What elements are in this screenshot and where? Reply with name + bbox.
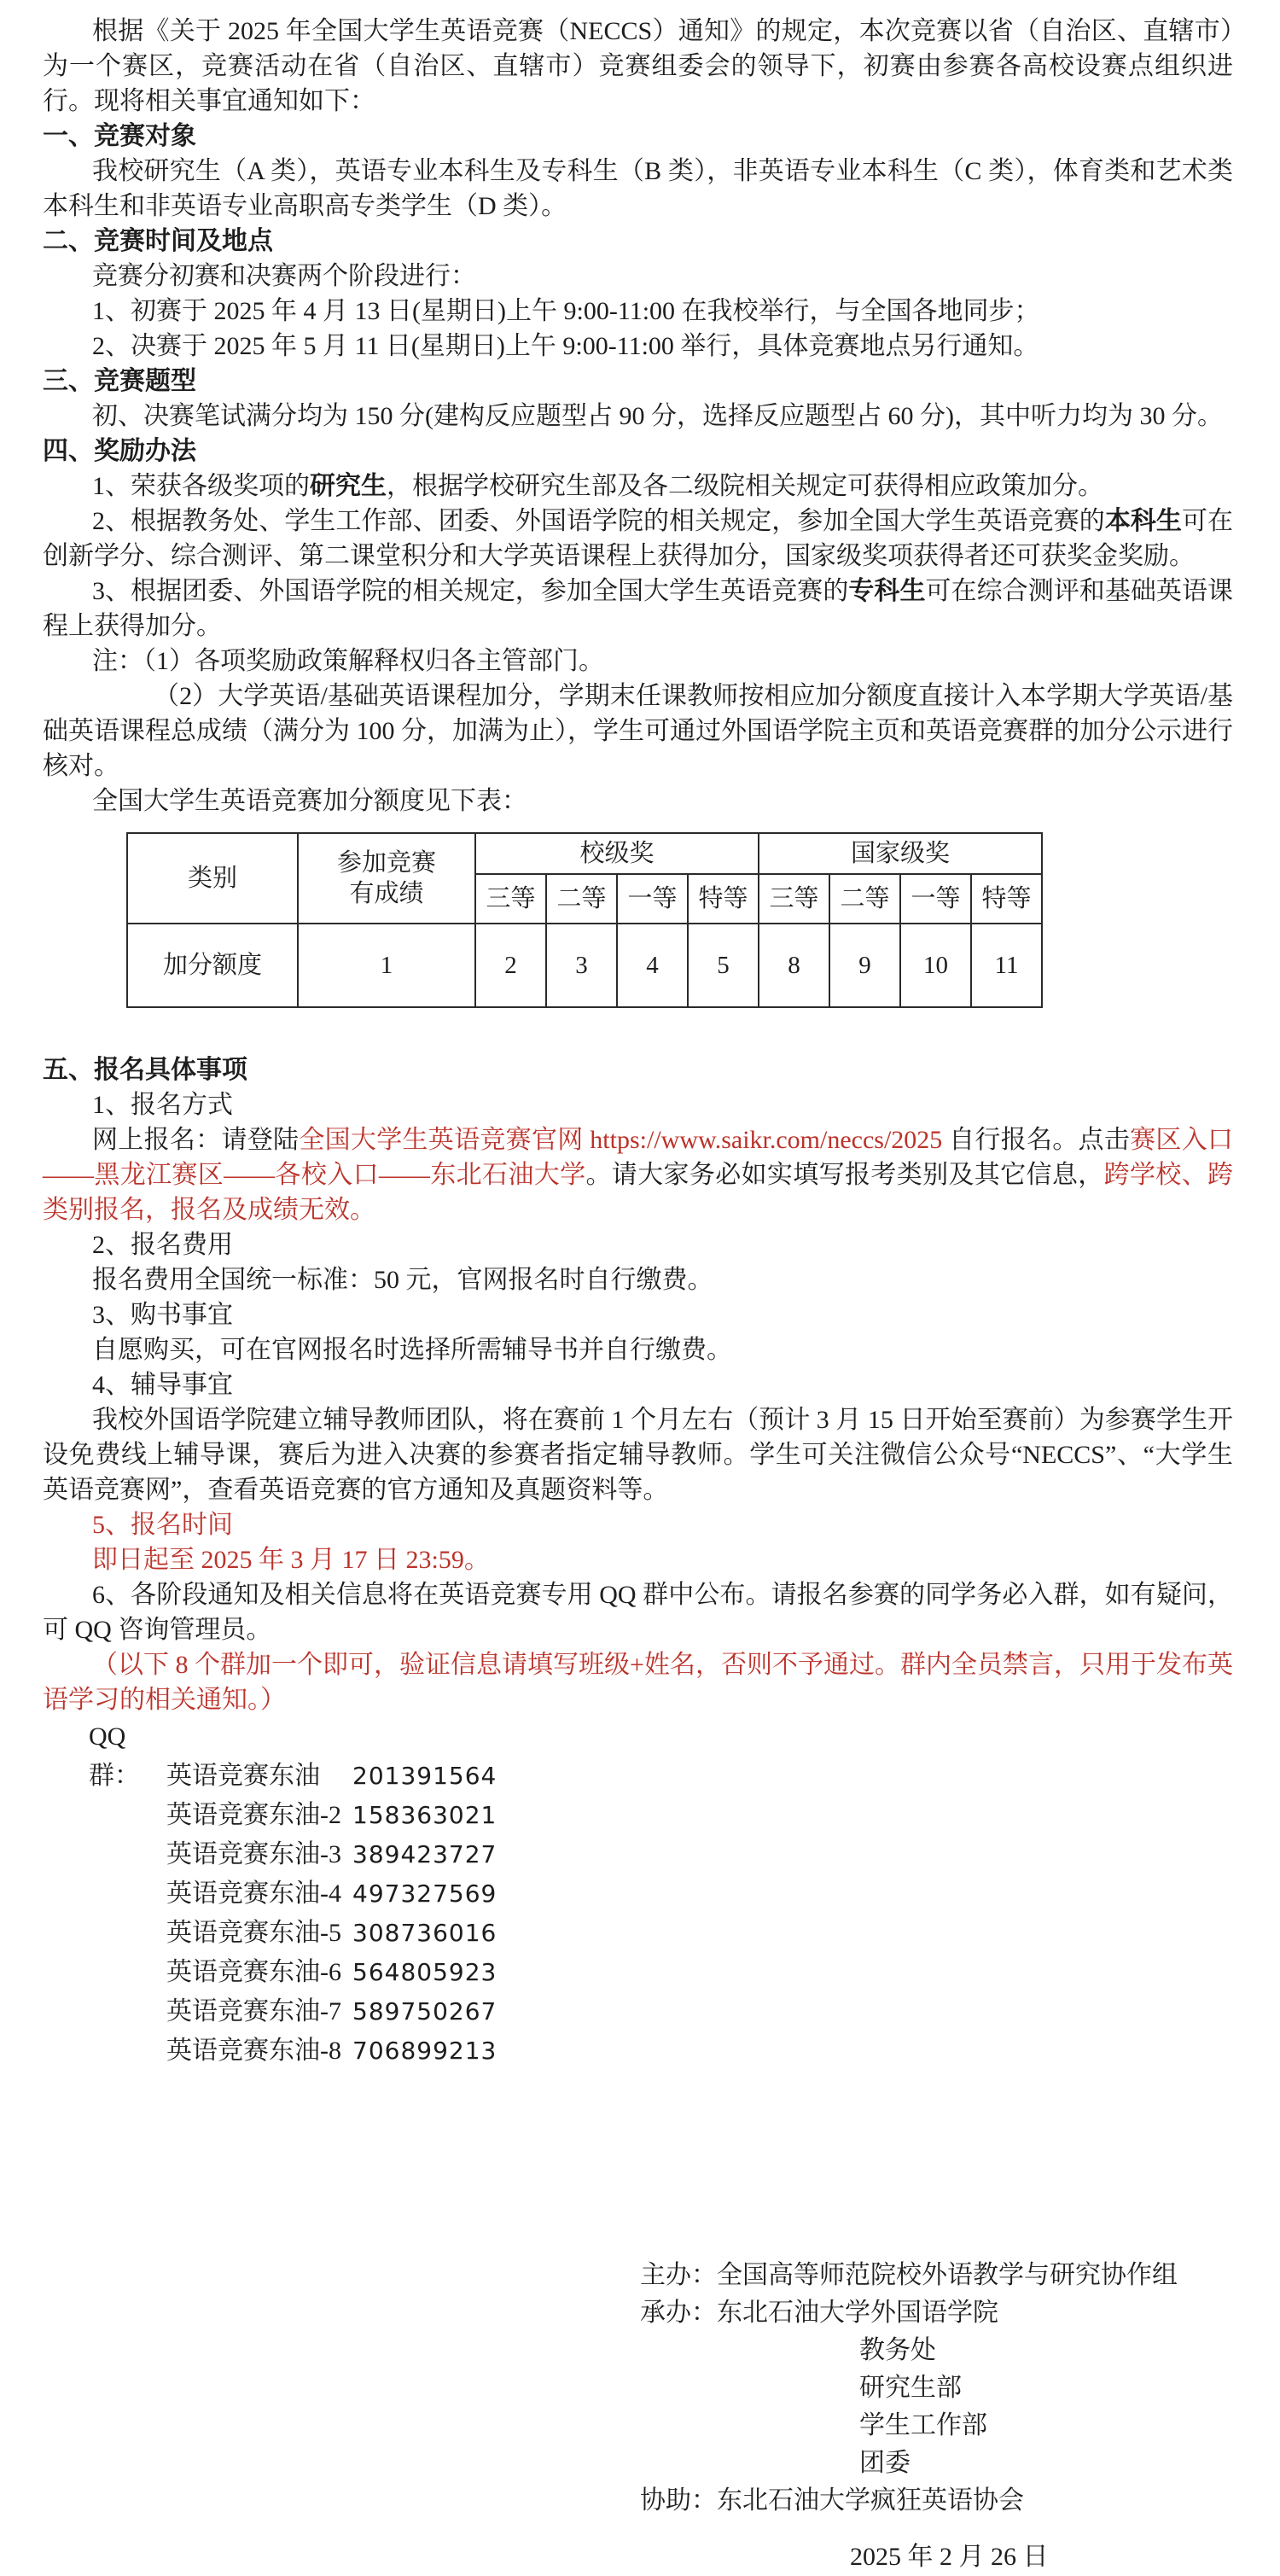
- qq-note-paragraph: [43, 1647, 1233, 1717]
- paragraph: [43, 504, 1233, 574]
- text-run: ，根据学校研究生部及各二级院相关规定可获得相应政策加分。: [387, 472, 1103, 500]
- text-run: 2、决赛于 2025 年 5 月 11 日(星期日)上午 9:00-11:00 举行，具体竞赛地点另行通知。: [92, 332, 1039, 360]
- text-run: 1、荣获各级奖项的: [92, 472, 310, 500]
- text-run: 2、报名费用: [92, 1231, 233, 1259]
- organizer-line-assist: [43, 2482, 1233, 2520]
- table-header-grade: 二等: [829, 874, 900, 924]
- document-date: 2025 年 2 月 26 日: [850, 2543, 1049, 2571]
- qq-group-number: 308736016: [352, 1919, 497, 1947]
- section-heading: [43, 119, 1233, 154]
- date-line: [43, 2538, 1233, 2576]
- qq-group-number: 564805923: [352, 1958, 497, 1986]
- qq-group-row: [43, 1914, 1233, 1953]
- paragraph: [43, 259, 1233, 294]
- text-run: 五、报名具体事项: [43, 1056, 247, 1084]
- paragraph: [43, 1402, 1233, 1507]
- text-run: （2）大学英语/基础英语课程加分，学期末任课教师按相应加分额度直接计入本学期大学英语/基础英语课程总成绩（满分为 100 分，加满为止），学生可通过外国语学院主页和英语竞赛群的加分公示进行核对。: [43, 682, 1233, 780]
- qq-group-row: [43, 1874, 1233, 1914]
- organizer-label: 主办：: [640, 2261, 717, 2289]
- organizer-value: 全国高等师范院校外语教学与研究协作组: [717, 2261, 1178, 2289]
- table-cell-national: 11: [971, 924, 1042, 1007]
- paragraph: [43, 329, 1233, 364]
- text-run: 三、竞赛题型: [43, 367, 196, 395]
- paragraph: [43, 1087, 1233, 1122]
- text-run: 报名费用全国统一标准：50 元，官网报名时自行缴费。: [92, 1266, 713, 1294]
- text-run: 2、根据教务处、学生工作部、团委、外国语学院的相关规定，参加全国大学生英语竞赛的: [92, 507, 1105, 535]
- organizers: [43, 2257, 1233, 2520]
- text-run: 全国大学生英语竞赛官网 https://www.saikr.com/neccs/2025: [299, 1126, 943, 1154]
- qq-group-name: 英语竞赛东油-7: [166, 1997, 341, 2025]
- text-run: 1、报名方式: [92, 1091, 233, 1119]
- qq-group-name: 英语竞赛东油-3: [166, 1840, 341, 1868]
- table-header-grade: 二等: [546, 874, 617, 924]
- text-run: 赛区入口——黑龙江赛区——各校入口——东北石油大学: [43, 1126, 1234, 1189]
- table-header-grade: 一等: [900, 874, 971, 924]
- table-row-label: 加分额度: [127, 924, 298, 1007]
- table-cell-school: 2: [475, 924, 546, 1007]
- document-body: [43, 14, 1233, 2576]
- organizer-department-line: [43, 2407, 1233, 2445]
- text-run: 四、奖励办法: [43, 437, 196, 465]
- organizer-department-line: [43, 2369, 1233, 2407]
- paragraph: [43, 1507, 1233, 1542]
- table-header-grade: 特等: [971, 874, 1042, 924]
- table-header-participation: [298, 833, 475, 924]
- paragraph: [43, 574, 1233, 644]
- text-run: 自行报名。点击: [942, 1126, 1131, 1154]
- qq-group-number: 158363021: [352, 1801, 497, 1829]
- text-run: 即日起至 2025 年 3 月 17 日 23:59。: [92, 1546, 490, 1574]
- text-run: 二、竞赛时间及地点: [43, 227, 273, 255]
- organizer-line-host: [43, 2257, 1233, 2294]
- qq-group-row: [43, 1717, 1233, 1796]
- organizer-label: 承办：: [640, 2299, 717, 2327]
- qq-group-row: [43, 1796, 1233, 1835]
- text-run: 竞赛分初赛和决赛两个阶段进行：: [92, 262, 476, 290]
- table-cell-national: 9: [829, 924, 900, 1007]
- qq-group-name: 英语竞赛东油-6: [166, 1958, 341, 1986]
- text-run: 全国大学生英语竞赛加分额度见下表：: [92, 787, 527, 815]
- text-run: 研究生: [310, 472, 387, 500]
- table-cell-school: 5: [688, 924, 759, 1007]
- paragraph: [43, 1367, 1233, 1402]
- note-paragraph: [43, 644, 1233, 679]
- text-run: 一、竞赛对象: [43, 122, 196, 150]
- text-run: 4、辅导事宜: [92, 1371, 233, 1399]
- bonus-table: [126, 832, 1043, 1008]
- text-run: 我校研究生（A 类），英语专业本科生及专科生（B 类），非英语专业本科生（C 类），体育类和艺术类本科生和非英语专业高职高专类学生（D 类）。: [43, 157, 1233, 220]
- text-run: 6、各阶段通知及相关信息将在英语竞赛专用 QQ 群中公布。请报名参赛的同学务必入群，如有疑问，可 QQ 咨询管理员。: [43, 1581, 1233, 1644]
- qq-group-name: 英语竞赛东油-2: [166, 1801, 341, 1829]
- text-run: 根据《关于 2025 年全国大学生英语竞赛（NECCS）通知》的规定，本次竞赛以省（自治区、直辖市）为一个赛区，竞赛活动在省（自治区、直辖市）竞赛组委会的领导下，初赛由参赛各高校设赛点组织进行。现将相关事宜通知如下：: [43, 17, 1233, 115]
- table-data-row: [127, 924, 1042, 1007]
- text-run: （以下 8 个群加一个即可，验证信息请填写班级+姓名，否则不予通过。群内全员禁言，只用于发布英语学习的相关通知。）: [43, 1651, 1233, 1714]
- organizer-department-line: [43, 2332, 1233, 2369]
- qq-group-number: 201391564: [352, 1762, 497, 1790]
- table-header-school-award: 校级奖: [475, 833, 759, 874]
- text-run: 注：（1）各项奖励政策解释权归各主管部门。: [92, 647, 604, 675]
- deadline-paragraph: [43, 1542, 1233, 1577]
- qq-group-row: [43, 2031, 1233, 2071]
- spacer: [43, 2071, 1233, 2257]
- qq-group-number: 389423727: [352, 1840, 497, 1868]
- paragraph: [43, 399, 1233, 434]
- qq-group-name: 英语竞赛东油: [166, 1762, 320, 1790]
- text-run: 专科生: [848, 577, 926, 605]
- qq-group-number: 589750267: [352, 1997, 497, 2025]
- organizer-label: 协助：: [640, 2486, 717, 2515]
- organizer-department: 学生工作部: [859, 2411, 987, 2439]
- text-run: 3、购书事宜: [92, 1301, 233, 1329]
- qq-group-number: 497327569: [352, 1880, 497, 1908]
- text-run: 1、初赛于 2025 年 4 月 13 日(星期日)上午 9:00-11:00 在我校举行，与全国各地同步；: [92, 297, 1040, 325]
- section-heading: [43, 434, 1233, 469]
- table-header-participation-line: 参加竞赛: [336, 849, 436, 877]
- organizer-department: 教务处: [859, 2336, 936, 2364]
- table-header-national-award: 国家级奖: [759, 833, 1042, 874]
- intro-paragraph: [43, 14, 1233, 119]
- text-run: 自愿购买，可在官网报名时选择所需辅导书并自行缴费。: [92, 1336, 732, 1364]
- paragraph: [43, 294, 1233, 329]
- text-run: 我校外国语学院建立辅导教师团队，将在赛前 1 个月左右（预计 3 月 15 日开始至赛前）为参赛学生开设免费线上辅导课，赛后为进入决赛的参赛者指定辅导教师。学生可关注微信公众号“NECCS”、“大学生英语竞赛网”，查看英语竞赛的官方通知及真题资料等。: [43, 1406, 1233, 1504]
- qq-group-list: [43, 1717, 1233, 2071]
- table-cell-school: 4: [617, 924, 688, 1007]
- qq-group-number: 706899213: [352, 2037, 497, 2065]
- text-run: 可在创新学分、综合测评、第二课堂积分和大学英语课程上获得加分，国家级奖项获得者还可获奖金奖励。: [43, 507, 1234, 570]
- qq-group-name: 英语竞赛东油-5: [166, 1919, 341, 1947]
- table-cell-national: 8: [759, 924, 829, 1007]
- qq-group-row: [43, 1992, 1233, 2031]
- table-cell-participation: 1: [298, 924, 475, 1007]
- qq-group-name: 英语竞赛东油-4: [166, 1880, 341, 1908]
- paragraph: [43, 784, 1233, 819]
- text-run: 本科生: [1104, 507, 1182, 535]
- qq-group-name: 英语竞赛东油-8: [166, 2037, 341, 2065]
- paragraph: [43, 1262, 1233, 1297]
- organizer-department: 团委: [859, 2449, 911, 2477]
- section-heading: [43, 364, 1233, 399]
- paragraph: [43, 1332, 1233, 1367]
- note-paragraph: [43, 679, 1233, 784]
- paragraph: [43, 1297, 1233, 1332]
- table-header-grade: 一等: [617, 874, 688, 924]
- registration-paragraph: [43, 1122, 1233, 1227]
- table-header-participation-line: 有成绩: [349, 880, 424, 907]
- section-heading: [43, 224, 1233, 259]
- organizer-line-undertaker: [43, 2294, 1233, 2332]
- text-run: 初、决赛笔试满分均为 150 分(建构反应题型占 90 分，选择反应题型占 60 分)，其中听力均为 30 分。: [92, 402, 1223, 430]
- organizer-value: 东北石油大学外国语学院: [717, 2299, 998, 2327]
- text-run: 网上报名：请登陆: [92, 1126, 300, 1154]
- paragraph: [43, 154, 1233, 224]
- section-heading: [43, 1052, 1233, 1087]
- qq-label: QQ 群：: [89, 1722, 140, 1790]
- table-cell-national: 10: [900, 924, 971, 1007]
- table-header-grade: 特等: [688, 874, 759, 924]
- text-run: 3、根据团委、外国语学院的相关规定，参加全国大学生英语竞赛的: [92, 577, 849, 605]
- table-cell-school: 3: [546, 924, 617, 1007]
- table-header-category: 类别: [127, 833, 298, 924]
- table-header-grade: 三等: [475, 874, 546, 924]
- text-run: 可在综合测评和基础英语课程上获得加分。: [43, 577, 1234, 640]
- paragraph: [43, 469, 1233, 504]
- organizer-department: 研究生部: [859, 2374, 962, 2402]
- table-header-row: [127, 833, 1042, 874]
- qq-group-row: [43, 1835, 1233, 1874]
- table-header-grade: 三等: [759, 874, 829, 924]
- paragraph: [43, 1227, 1233, 1262]
- text-run: 跨学校、跨类别报名，报名及成绩无效。: [43, 1161, 1234, 1224]
- paragraph: [43, 1577, 1233, 1647]
- organizer-department-line: [43, 2445, 1233, 2482]
- qq-group-row: [43, 1953, 1233, 1992]
- organizer-value: 东北石油大学疯狂英语协会: [717, 2486, 1024, 2515]
- text-run: 。请大家务必如实填写报考类别及其它信息，: [585, 1161, 1104, 1189]
- text-run: 5、报名时间: [92, 1511, 233, 1539]
